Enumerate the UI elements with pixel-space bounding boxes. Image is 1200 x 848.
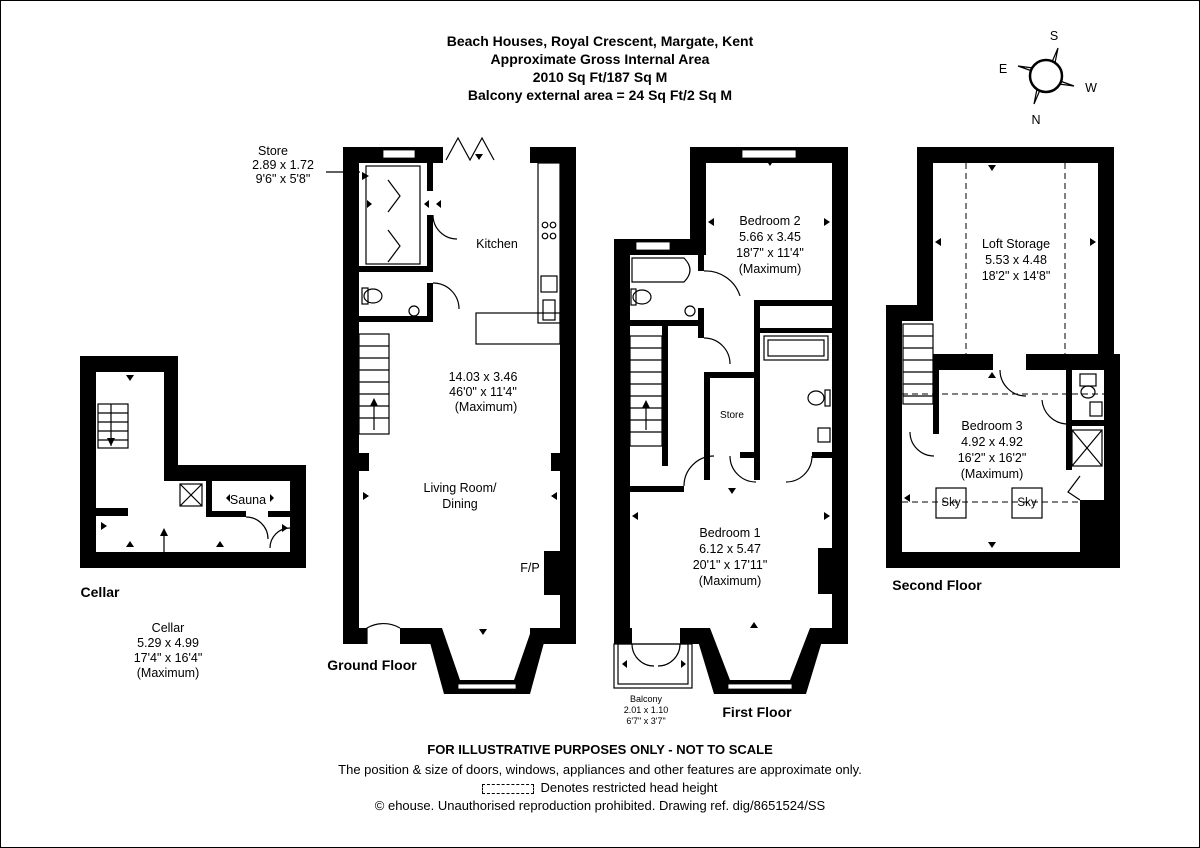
- first-floor-plan: [614, 147, 848, 726]
- living-imperial: 46'0" x 11'4": [449, 385, 517, 399]
- header: [447, 33, 754, 103]
- cellar-shower: [180, 484, 202, 506]
- bedroom1-name: Bedroom 1: [699, 526, 761, 540]
- cellar-stairs: [98, 404, 128, 448]
- bedroom2-name: Bedroom 2: [739, 214, 801, 228]
- disclaimer: FOR ILLUSTRATIVE PURPOSES ONLY - NOT TO SCALE: [427, 742, 773, 757]
- cellar-plan: [80, 356, 306, 680]
- living-metric: 14.03 x 3.46: [448, 370, 518, 384]
- dashed-line-icon: [482, 784, 534, 794]
- legend-text: Denotes restricted head height: [540, 780, 718, 795]
- living-name-line2: Dining: [442, 497, 478, 511]
- bedroom2-note: (Maximum): [738, 262, 802, 276]
- kitchen-label: Kitchen: [476, 237, 518, 251]
- fireplace-label: F/P: [520, 561, 540, 575]
- cellar-name: Cellar: [151, 621, 185, 635]
- second-floor-plan: [886, 147, 1120, 593]
- ground-stairs: [359, 334, 389, 434]
- compass-north: N: [1031, 113, 1041, 127]
- balcony-metric: 2.01 x 1.10: [623, 705, 669, 715]
- address-title: Beach Houses, Royal Crescent, Margate, Kent: [446, 33, 754, 49]
- area-label: Approximate Gross Internal Area: [490, 51, 710, 67]
- first-store-label: Store: [720, 410, 744, 421]
- store-name: Store: [258, 144, 288, 158]
- sauna-label: Sauna: [229, 493, 267, 507]
- loft-imperial: 18'2" x 14'8": [981, 269, 1051, 283]
- living-name-line1: Living Room/: [423, 481, 497, 495]
- bedroom3-note: (Maximum): [960, 467, 1024, 481]
- bedroom3-name: Bedroom 3: [961, 419, 1023, 433]
- first-stairs: [630, 336, 662, 446]
- legend: [0, 780, 1200, 795]
- living-note: (Maximum): [454, 400, 518, 414]
- bedroom3-imperial: 16'2" x 16'2": [957, 451, 1027, 465]
- store-metric: 2.89 x 1.72: [252, 158, 314, 172]
- balcony-plan: [614, 644, 692, 688]
- floor-label-second: Second Floor: [892, 577, 982, 593]
- copyright: © ehouse. Unauthorised reproduction prohibited. Drawing ref. dig/8651524/SS: [374, 798, 826, 813]
- skylight-1-label: Sky: [941, 497, 961, 509]
- bedroom2-metric: 5.66 x 3.45: [739, 230, 801, 244]
- floor-label-ground: Ground Floor: [327, 657, 417, 673]
- bedroom1-note: (Maximum): [698, 574, 762, 588]
- balcony-name: Balcony: [629, 694, 663, 704]
- cellar-metric: 5.29 x 4.99: [137, 636, 199, 650]
- floor-label-first: First Floor: [722, 704, 792, 720]
- floor-label-cellar: Cellar: [80, 584, 120, 600]
- area-value: 2010 Sq Ft/187 Sq M: [532, 69, 668, 85]
- skylight-2-label: Sky: [1017, 497, 1037, 509]
- second-stairs: [903, 324, 933, 404]
- loft-metric: 5.53 x 4.48: [985, 253, 1047, 267]
- balcony-imperial: 6'7" x 3'7": [626, 716, 666, 726]
- compass-icon: [999, 29, 1097, 127]
- balcony-area: Balcony external area = 24 Sq Ft/2 Sq M: [467, 87, 733, 103]
- compass-east: E: [998, 62, 1008, 76]
- bedroom1-metric: 6.12 x 5.47: [699, 542, 761, 556]
- ground-floor-plan: [252, 138, 576, 694]
- approximation-note: The position & size of doors, windows, appliances and other features are approximate only.: [338, 762, 862, 777]
- loft-name: Loft Storage: [981, 237, 1051, 251]
- bedroom2-imperial: 18'7" x 11'4": [736, 246, 804, 260]
- compass-south: S: [1049, 29, 1059, 43]
- cellar-imperial: 17'4" x 16'4": [133, 651, 203, 665]
- bedroom3-metric: 4.92 x 4.92: [961, 435, 1023, 449]
- compass-west: W: [1085, 81, 1097, 95]
- cellar-note: (Maximum): [136, 666, 200, 680]
- store-imperial: 9'6" x 5'8": [255, 172, 311, 186]
- bedroom1-imperial: 20'1" x 17'11": [692, 558, 768, 572]
